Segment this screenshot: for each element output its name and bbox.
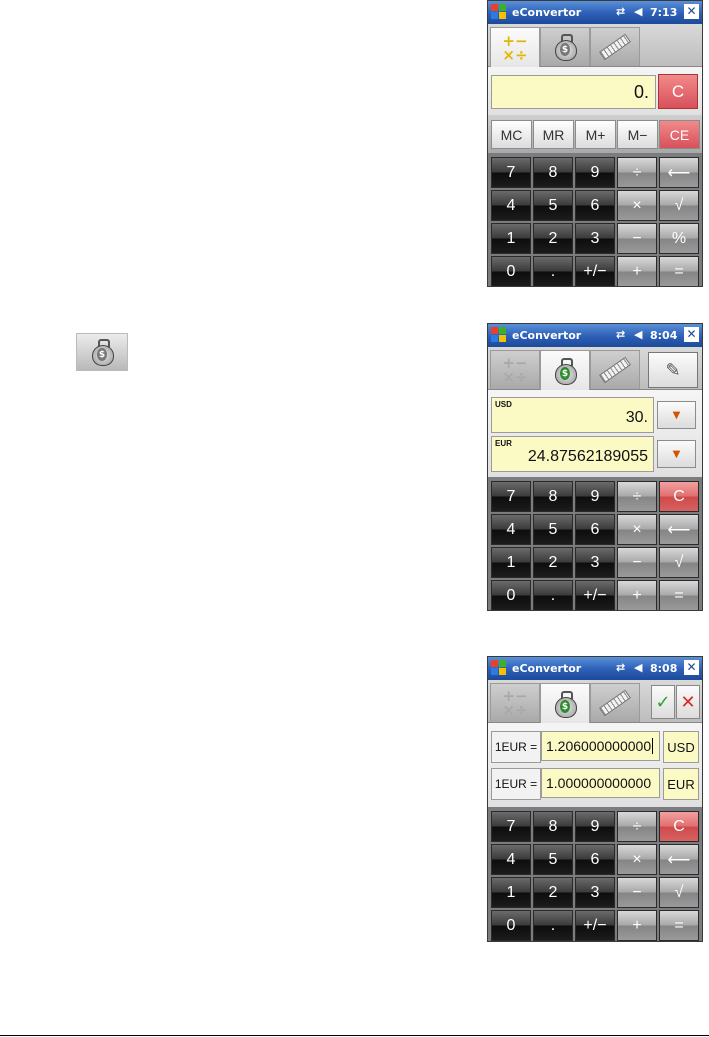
clear-button[interactable]: C bbox=[658, 74, 698, 109]
close-button[interactable]: ✕ bbox=[684, 327, 699, 342]
money-bag-icon: $ bbox=[554, 358, 576, 384]
currency-area bbox=[488, 390, 702, 477]
key-1[interactable]: 1 bbox=[491, 547, 531, 578]
ruler-icon bbox=[599, 357, 631, 384]
clock[interactable]: 7:13 bbox=[650, 6, 678, 19]
key-percent[interactable]: % bbox=[659, 223, 699, 254]
key-6[interactable]: 6 bbox=[575, 190, 615, 221]
connectivity-icon[interactable]: ⇄ bbox=[616, 661, 626, 674]
key-6[interactable]: 6 bbox=[575, 844, 615, 875]
keypad bbox=[488, 477, 702, 610]
currency-value-2: 24.87562189055 bbox=[527, 448, 648, 465]
key-backspace[interactable]: ⟵ bbox=[659, 844, 699, 875]
app-title: eConvertor bbox=[512, 329, 582, 342]
currency-code-1: USD bbox=[495, 400, 512, 409]
key-multiply[interactable]: × bbox=[617, 514, 657, 545]
key-plus-minus[interactable]: +/− bbox=[575, 580, 615, 611]
key-plus-minus[interactable]: +/− bbox=[575, 910, 615, 941]
memory-subtract-button[interactable]: M− bbox=[617, 120, 658, 149]
tab-calculator[interactable] bbox=[490, 350, 540, 389]
key-0[interactable]: 0 bbox=[491, 580, 531, 611]
keypad bbox=[488, 153, 702, 286]
rate-currency-2: EUR bbox=[663, 768, 699, 800]
display-area bbox=[488, 67, 702, 115]
volume-icon[interactable]: ◀ bbox=[634, 661, 643, 674]
rate-currency-1: USD bbox=[663, 731, 699, 763]
tab-bar bbox=[488, 680, 702, 723]
clock[interactable]: 8:08 bbox=[650, 662, 678, 675]
app-title: eConvertor bbox=[512, 662, 582, 675]
key-5[interactable]: 5 bbox=[533, 514, 573, 545]
memory-add-button[interactable]: M+ bbox=[575, 120, 616, 149]
x-icon: ✕ bbox=[680, 691, 696, 713]
memory-row bbox=[488, 115, 702, 153]
rate-row-1 bbox=[491, 731, 699, 763]
money-bag-icon: $ bbox=[554, 691, 576, 717]
title-bar bbox=[488, 657, 702, 680]
key-9[interactable]: 9 bbox=[575, 481, 615, 512]
key-divide[interactable]: ÷ bbox=[617, 811, 657, 842]
currency-dropdown-1[interactable]: ▼ bbox=[657, 401, 696, 429]
screenshot-currency bbox=[487, 323, 703, 611]
money-tab-icon-sample bbox=[76, 333, 128, 371]
key-8[interactable]: 8 bbox=[533, 811, 573, 842]
operators-icon: +− ×÷ bbox=[502, 354, 528, 386]
edit-money-icon: ✎ bbox=[665, 359, 681, 381]
key-8[interactable]: 8 bbox=[533, 481, 573, 512]
rate-value-2: 1.000000000000 bbox=[546, 775, 652, 791]
key-6[interactable]: 6 bbox=[575, 514, 615, 545]
key-7[interactable]: 7 bbox=[491, 157, 531, 188]
key-plus[interactable]: + bbox=[617, 580, 657, 611]
screenshot-calculator bbox=[487, 0, 703, 287]
key-minus[interactable]: − bbox=[617, 547, 657, 578]
key-4[interactable]: 4 bbox=[491, 514, 531, 545]
operators-icon: +− ×÷ bbox=[502, 32, 528, 64]
key-plus-minus[interactable]: +/− bbox=[575, 256, 615, 287]
app-title: eConvertor bbox=[512, 6, 582, 19]
key-equals[interactable]: = bbox=[659, 256, 699, 287]
key-2[interactable]: 2 bbox=[533, 223, 573, 254]
tab-currency[interactable] bbox=[540, 683, 590, 724]
page-bottom-rule bbox=[0, 1035, 709, 1036]
key-2[interactable]: 2 bbox=[533, 877, 573, 908]
tab-units[interactable] bbox=[590, 683, 640, 722]
checkmark-icon: ✓ bbox=[655, 691, 671, 713]
key-clear[interactable]: C bbox=[659, 481, 699, 512]
connectivity-icon[interactable]: ⇄ bbox=[616, 328, 626, 341]
money-bag-icon: $ bbox=[554, 34, 576, 60]
key-9[interactable]: 9 bbox=[575, 811, 615, 842]
display-value: 0. bbox=[633, 82, 649, 102]
key-multiply[interactable]: × bbox=[617, 190, 657, 221]
currency-value-1: 30. bbox=[625, 409, 648, 426]
clear-entry-button[interactable]: CE bbox=[659, 120, 700, 149]
money-bag-icon: $ bbox=[91, 339, 113, 365]
title-bar bbox=[488, 1, 702, 24]
key-0[interactable]: 0 bbox=[491, 256, 531, 287]
close-button[interactable]: ✕ bbox=[684, 660, 699, 675]
ruler-icon bbox=[599, 690, 631, 717]
close-button[interactable]: ✕ bbox=[684, 4, 699, 19]
key-2[interactable]: 2 bbox=[533, 547, 573, 578]
windows-start-icon[interactable] bbox=[491, 4, 508, 21]
key-sqrt[interactable]: √ bbox=[659, 877, 699, 908]
ruler-icon bbox=[599, 34, 631, 61]
volume-icon[interactable]: ◀ bbox=[634, 328, 643, 341]
key-divide[interactable]: ÷ bbox=[617, 481, 657, 512]
rate-input-1[interactable] bbox=[541, 731, 660, 761]
result-display bbox=[491, 75, 656, 109]
tab-calculator[interactable] bbox=[490, 27, 540, 68]
key-5[interactable]: 5 bbox=[533, 844, 573, 875]
currency-code-2: EUR bbox=[495, 439, 512, 448]
rate-row-2 bbox=[491, 768, 699, 800]
key-minus[interactable]: − bbox=[617, 223, 657, 254]
key-7[interactable]: 7 bbox=[491, 811, 531, 842]
key-backspace[interactable]: ⟵ bbox=[659, 514, 699, 545]
keypad bbox=[488, 807, 702, 941]
ok-button[interactable] bbox=[651, 685, 675, 719]
key-4[interactable]: 4 bbox=[491, 190, 531, 221]
operators-icon: +− ×÷ bbox=[502, 687, 528, 719]
clock[interactable]: 8:04 bbox=[650, 329, 678, 342]
key-9[interactable]: 9 bbox=[575, 157, 615, 188]
volume-icon[interactable]: ◀ bbox=[634, 5, 643, 18]
memory-recall-button[interactable]: MR bbox=[533, 120, 574, 149]
tab-bar bbox=[488, 347, 702, 390]
connectivity-icon[interactable]: ⇄ bbox=[616, 5, 626, 18]
tab-calculator[interactable] bbox=[490, 683, 540, 722]
tab-currency[interactable] bbox=[540, 27, 590, 66]
key-decimal[interactable]: . bbox=[533, 910, 573, 941]
key-1[interactable]: 1 bbox=[491, 223, 531, 254]
edit-rates-button[interactable] bbox=[648, 352, 698, 388]
key-equals[interactable]: = bbox=[659, 910, 699, 941]
key-0[interactable]: 0 bbox=[491, 910, 531, 941]
rate-input-2[interactable] bbox=[541, 768, 660, 798]
key-multiply[interactable]: × bbox=[617, 844, 657, 875]
key-3[interactable]: 3 bbox=[575, 547, 615, 578]
key-7[interactable]: 7 bbox=[491, 481, 531, 512]
tab-units[interactable] bbox=[590, 27, 640, 66]
key-plus[interactable]: + bbox=[617, 256, 657, 287]
memory-clear-button[interactable]: MC bbox=[491, 120, 532, 149]
key-decimal[interactable]: . bbox=[533, 580, 573, 611]
tab-currency[interactable] bbox=[540, 350, 590, 391]
key-plus[interactable]: + bbox=[617, 910, 657, 941]
key-clear[interactable]: C bbox=[659, 811, 699, 842]
key-equals[interactable]: = bbox=[659, 580, 699, 611]
key-1[interactable]: 1 bbox=[491, 877, 531, 908]
currency-field-1[interactable] bbox=[491, 397, 654, 433]
currency-dropdown-2[interactable]: ▼ bbox=[657, 440, 696, 468]
tab-units[interactable] bbox=[590, 350, 640, 389]
cancel-button[interactable] bbox=[676, 685, 700, 719]
rate-label-1: 1EUR = bbox=[491, 731, 541, 763]
key-sqrt[interactable]: √ bbox=[659, 547, 699, 578]
rate-label-2: 1EUR = bbox=[491, 768, 541, 800]
rate-value-1: 1.206000000000 bbox=[546, 738, 652, 754]
rates-area bbox=[488, 723, 702, 807]
key-5[interactable]: 5 bbox=[533, 190, 573, 221]
currency-field-2[interactable] bbox=[491, 436, 654, 472]
key-3[interactable]: 3 bbox=[575, 877, 615, 908]
screenshot-edit-rates bbox=[487, 656, 703, 942]
key-divide[interactable]: ÷ bbox=[617, 157, 657, 188]
key-4[interactable]: 4 bbox=[491, 844, 531, 875]
title-bar bbox=[488, 324, 702, 347]
tab-bar bbox=[488, 24, 702, 67]
windows-start-icon[interactable] bbox=[491, 660, 508, 677]
key-decimal[interactable]: . bbox=[533, 256, 573, 287]
key-minus[interactable]: − bbox=[617, 877, 657, 908]
key-3[interactable]: 3 bbox=[575, 223, 615, 254]
windows-start-icon[interactable] bbox=[491, 327, 508, 344]
key-sqrt[interactable]: √ bbox=[659, 190, 699, 221]
key-8[interactable]: 8 bbox=[533, 157, 573, 188]
key-backspace[interactable]: ⟵ bbox=[659, 157, 699, 188]
